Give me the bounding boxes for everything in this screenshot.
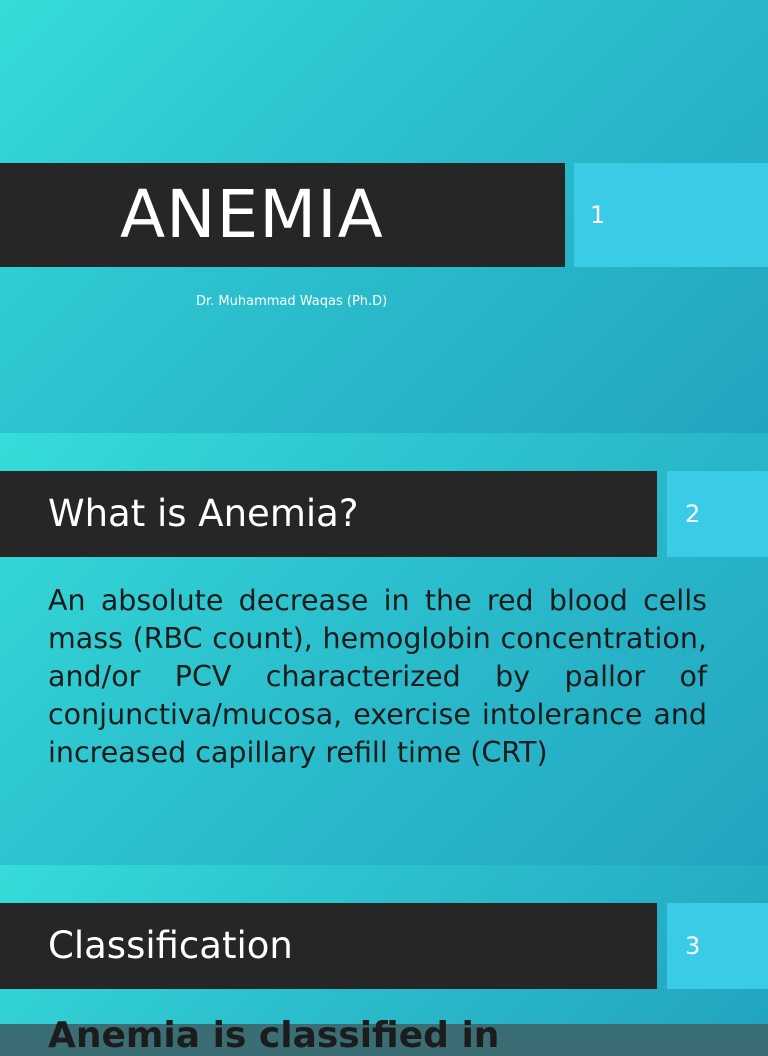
title-bar [0,903,657,989]
slide-2 [0,433,768,865]
slide-title: ANEMIA [120,176,384,253]
title-bar [0,471,657,557]
slide-number: 2 [667,471,768,557]
slide-number: 1 [574,163,768,267]
slide-subtitle: Dr. Muhammad Waqas (Ph.D) [196,294,388,309]
slide-body-partial: Anemia is classified in [48,1015,500,1056]
slide-title: Classification [48,924,293,967]
title-bar [0,163,565,267]
slide-number: 3 [667,903,768,989]
slide-title: What is Anemia? [48,492,359,535]
slide-body: An absolute decrease in the red blood cells mass (RBC count), hemoglobin concentration, and/or PCV characterized by pallor of conjunctiva/mucosa, exercise intolerance and increased capillary refill time (CRT) [48,584,707,769]
slide-3 [0,865,768,1056]
slide-1 [0,0,768,433]
